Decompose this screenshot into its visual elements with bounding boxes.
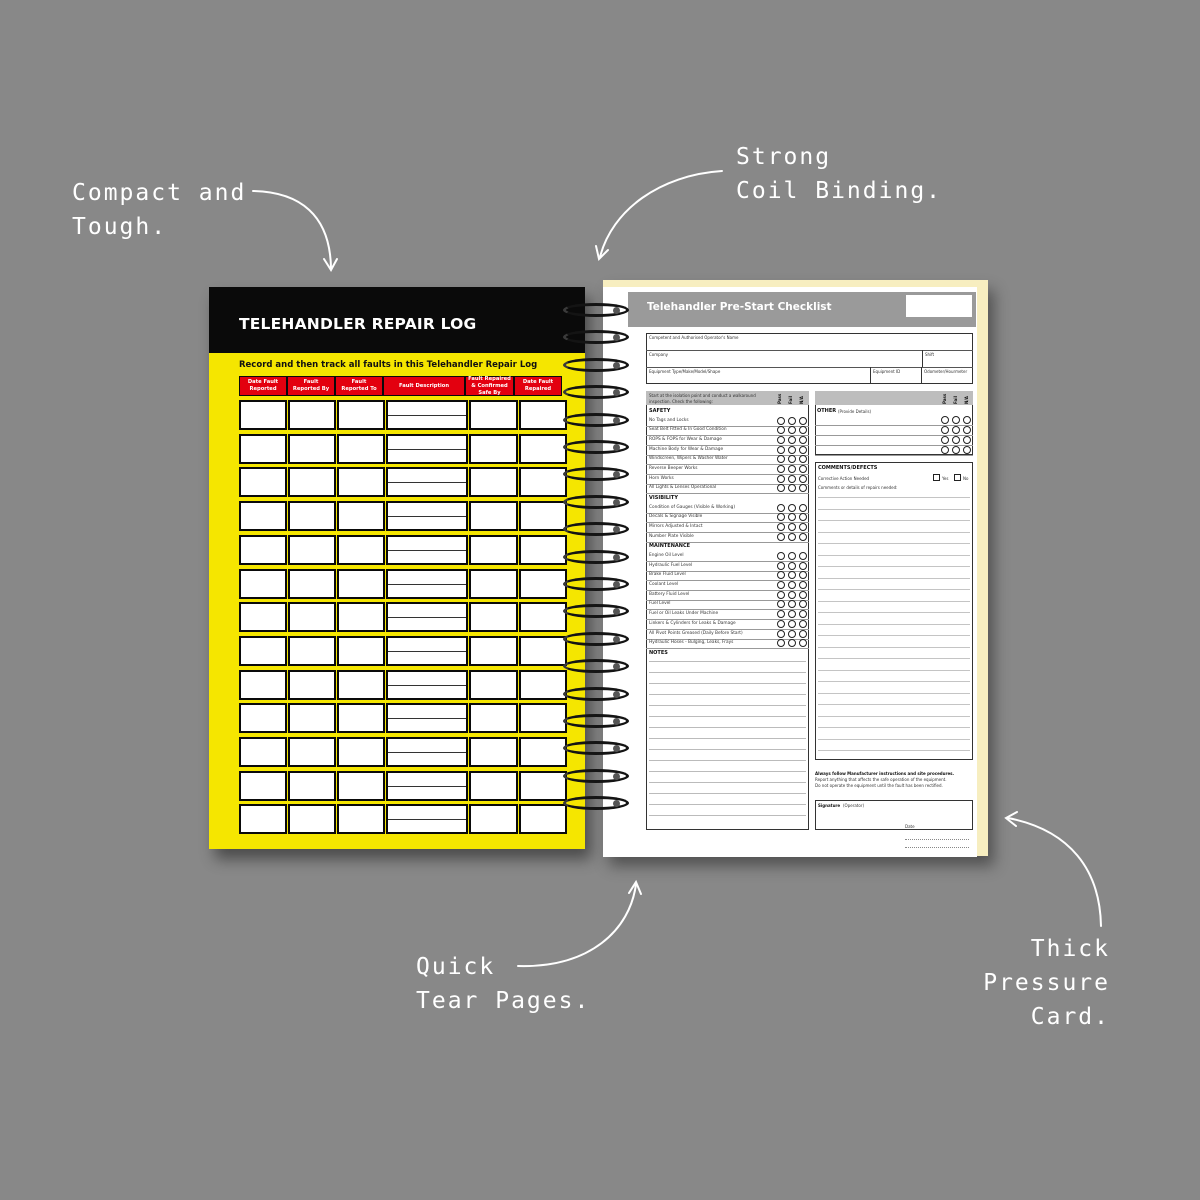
table-cell[interactable] <box>288 434 336 464</box>
checklist-header <box>628 292 976 327</box>
table-row <box>239 670 568 700</box>
check-radio[interactable] <box>799 552 807 560</box>
notes-heading: NOTES <box>649 649 668 656</box>
fail-col-head: Fail <box>953 396 958 404</box>
other-radio[interactable] <box>963 416 971 424</box>
table-cell[interactable] <box>386 670 468 700</box>
callout-line: Tear Pages. <box>416 988 591 1014</box>
callout-compact <box>72 176 246 244</box>
table-cell[interactable] <box>469 703 518 733</box>
table-cell[interactable] <box>337 804 385 834</box>
table-row <box>239 535 568 565</box>
check-radio[interactable] <box>799 533 807 541</box>
table-cell[interactable] <box>239 602 287 632</box>
check-radio[interactable] <box>799 436 807 444</box>
check-item-label: Battery Fluid Level <box>649 591 690 597</box>
repair-log-header <box>209 287 585 353</box>
check-radio[interactable] <box>799 475 807 483</box>
repair-log-column-headers <box>239 376 562 396</box>
other-radio[interactable] <box>952 426 960 434</box>
check-radio[interactable] <box>788 552 796 560</box>
check-item-label: Number Plate Visible <box>649 533 694 539</box>
check-radio[interactable] <box>777 475 785 483</box>
table-cell[interactable] <box>386 737 468 767</box>
check-radio[interactable] <box>788 620 796 628</box>
footer-line: Report anything that affects the safe operation of the equipment. <box>815 777 947 782</box>
check-radio[interactable] <box>777 591 785 599</box>
other-hint: (Provide Details) <box>838 409 872 414</box>
table-cell[interactable] <box>386 602 468 632</box>
check-radio[interactable] <box>799 465 807 473</box>
table-row <box>239 703 568 733</box>
check-radio[interactable] <box>788 436 796 444</box>
table-cell[interactable] <box>386 636 468 666</box>
table-cell[interactable] <box>519 501 567 531</box>
check-item-label: Engine Oil Level <box>649 552 684 558</box>
column-header: Fault Description <box>383 376 465 396</box>
punch-hole <box>613 718 620 725</box>
table-cell[interactable] <box>519 535 567 565</box>
table-row <box>239 501 568 531</box>
check-radio[interactable] <box>777 436 785 444</box>
check-item-label: Seat Belt Fitted & In Good Condition <box>649 427 727 433</box>
punch-hole <box>613 362 620 369</box>
equipment-field[interactable]: Equipment Type/Make/Model/Shape <box>649 369 721 374</box>
repair-log-cover <box>209 287 585 849</box>
table-cell[interactable] <box>386 569 468 599</box>
check-radio[interactable] <box>777 465 785 473</box>
table-row <box>239 400 568 430</box>
other-radio[interactable] <box>963 426 971 434</box>
odometer-field[interactable]: Odometer/Hourmeter <box>924 369 968 374</box>
section-heading: VISIBILITY <box>649 495 678 502</box>
table-cell[interactable] <box>239 400 287 430</box>
info-fields <box>646 333 973 384</box>
check-radio[interactable] <box>799 591 807 599</box>
table-cell[interactable] <box>239 501 287 531</box>
checklist-page <box>603 287 977 857</box>
callout-line: Coil Binding. <box>736 178 943 204</box>
table-row <box>239 636 568 666</box>
table-cell[interactable] <box>288 737 336 767</box>
check-radio[interactable] <box>777 581 785 589</box>
callout-line: Quick <box>416 954 496 980</box>
punch-hole <box>613 581 620 588</box>
comments-label: COMMENTS/DEFECTS <box>818 465 878 471</box>
punch-hole <box>613 417 620 424</box>
table-cell[interactable] <box>469 569 518 599</box>
check-radio[interactable] <box>777 523 785 531</box>
table-cell[interactable] <box>469 737 518 767</box>
check-item-label: Windscreen, Wipers & Washer Water <box>649 456 728 462</box>
check-item-label: Coolant Level <box>649 582 679 587</box>
column-header: Date Fault Reported <box>239 376 287 396</box>
table-cell[interactable] <box>288 771 336 801</box>
check-item-label: Horn Works <box>649 475 674 481</box>
check-radio[interactable] <box>788 475 796 483</box>
check-item-label: All Pivot Points Greased (Daily Before Start) <box>649 630 743 636</box>
arrow-card <box>1008 818 1101 926</box>
table-cell[interactable] <box>386 535 468 565</box>
table-cell[interactable] <box>337 467 385 497</box>
column-header: Fault Repaired & Confirmed Safe By <box>465 376 514 396</box>
check-radio[interactable] <box>777 446 785 454</box>
table-cell[interactable] <box>239 737 287 767</box>
callout-coil <box>736 140 942 208</box>
table-cell[interactable] <box>337 636 385 666</box>
table-cell[interactable] <box>337 400 385 430</box>
table-row <box>239 804 568 834</box>
punch-hole <box>613 499 620 506</box>
table-cell[interactable] <box>337 771 385 801</box>
table-cell[interactable] <box>239 569 287 599</box>
table-cell[interactable] <box>386 467 468 497</box>
callout-line: Compact and <box>72 180 247 206</box>
checklist-id-box <box>906 295 972 317</box>
other-radio[interactable] <box>952 446 960 454</box>
table-cell[interactable] <box>519 636 567 666</box>
check-item-label: Fuel Level <box>649 601 671 607</box>
no-label: No <box>963 476 969 481</box>
other-radio[interactable] <box>963 446 971 454</box>
punch-hole <box>613 554 620 561</box>
footer-line: Do not operate the equipment until the fault has been rectified. <box>815 783 943 788</box>
check-radio[interactable] <box>788 446 796 454</box>
table-cell[interactable] <box>288 400 336 430</box>
footer-bold: Always follow Manufacturer instructions and site procedures. <box>815 771 955 776</box>
check-radio[interactable] <box>777 552 785 560</box>
check-radio[interactable] <box>799 630 807 638</box>
check-radio[interactable] <box>788 465 796 473</box>
table-cell[interactable] <box>386 400 468 430</box>
table-cell[interactable] <box>386 434 468 464</box>
check-radio[interactable] <box>799 620 807 628</box>
check-radio[interactable] <box>777 630 785 638</box>
yes-checkbox[interactable] <box>933 474 940 481</box>
table-cell[interactable] <box>519 703 567 733</box>
table-cell[interactable] <box>519 434 567 464</box>
check-item-label: Hydraulic Hoses - Bulging, Leaks, Frays <box>649 640 734 646</box>
check-item-label: Mirrors Adjusted & Intact <box>649 524 703 529</box>
checklist-title: Telehandler Pre-Start Checklist <box>647 301 832 313</box>
check-item-label: Decals & Signage Visible <box>649 514 703 520</box>
table-cell[interactable] <box>519 400 567 430</box>
table-cell[interactable] <box>469 636 518 666</box>
repair-log-subtitle: Record and then track all faults in this Telehandler Repair Log <box>239 360 538 370</box>
table-row <box>239 771 568 801</box>
table-cell[interactable] <box>288 535 336 565</box>
corrective-label: Corrective Action Needed <box>818 476 870 481</box>
table-cell[interactable] <box>386 703 468 733</box>
check-item-label: ROPS & FOPS for Wear & Damage <box>649 436 722 442</box>
other-radio[interactable] <box>941 416 949 424</box>
callout-card <box>918 932 1110 1034</box>
table-cell[interactable] <box>337 434 385 464</box>
check-radio[interactable] <box>777 562 785 570</box>
details-label: Comments or details of repairs needed: <box>818 485 898 490</box>
table-cell[interactable] <box>337 535 385 565</box>
check-radio[interactable] <box>788 533 796 541</box>
na-col-head: N/A <box>799 396 804 404</box>
other-radio[interactable] <box>952 436 960 444</box>
check-radio[interactable] <box>788 523 796 531</box>
operator-field[interactable]: Competent and Authorised Operator's Name <box>649 335 739 340</box>
check-radio[interactable] <box>799 581 807 589</box>
check-radio[interactable] <box>788 562 796 570</box>
check-item-label: Hydraulic Fuel Level <box>649 562 693 568</box>
equipment-id-field[interactable]: Equipment ID <box>873 369 901 374</box>
table-cell[interactable] <box>469 602 518 632</box>
check-radio[interactable] <box>777 417 785 425</box>
check-radio[interactable] <box>799 523 807 531</box>
table-cell[interactable] <box>469 434 518 464</box>
table-cell[interactable] <box>288 467 336 497</box>
checks-intro: inspection. Check the following: <box>649 399 713 404</box>
arrow-compact <box>253 191 331 268</box>
table-cell[interactable] <box>239 804 287 834</box>
punch-hole <box>613 691 620 698</box>
table-cell[interactable] <box>288 804 336 834</box>
table-cell[interactable] <box>288 602 336 632</box>
table-cell[interactable] <box>288 670 336 700</box>
other-radio[interactable] <box>941 426 949 434</box>
check-radio[interactable] <box>788 417 796 425</box>
table-cell[interactable] <box>386 501 468 531</box>
table-cell[interactable] <box>519 602 567 632</box>
table-cell[interactable] <box>519 737 567 767</box>
check-radio[interactable] <box>788 591 796 599</box>
other-radio[interactable] <box>941 436 949 444</box>
table-cell[interactable] <box>239 771 287 801</box>
no-checkbox[interactable] <box>954 474 961 481</box>
check-radio[interactable] <box>777 620 785 628</box>
table-cell[interactable] <box>469 670 518 700</box>
callout-line: Thick Pressure <box>983 936 1110 996</box>
callout-line: Card. <box>1030 1004 1110 1030</box>
table-cell[interactable] <box>519 670 567 700</box>
table-cell[interactable] <box>469 804 518 834</box>
check-radio[interactable] <box>777 504 785 512</box>
table-cell[interactable] <box>469 501 518 531</box>
check-radio[interactable] <box>799 562 807 570</box>
table-row <box>239 434 568 464</box>
check-item-label: All Lights & Lenses Operational <box>649 485 717 491</box>
yes-label: Yes <box>942 476 949 481</box>
check-radio[interactable] <box>777 533 785 541</box>
pass-col-head: Pass <box>777 393 782 404</box>
check-radio[interactable] <box>788 504 796 512</box>
check-item-label: Condition of Gauges (Visible & Working) <box>649 504 736 510</box>
check-item-label: Brake Fluid Level <box>649 572 686 578</box>
punch-hole <box>613 773 620 780</box>
column-header: Fault Reported By <box>287 376 335 396</box>
table-cell[interactable] <box>469 400 518 430</box>
table-cell[interactable] <box>519 771 567 801</box>
table-row <box>239 569 568 599</box>
other-radio[interactable] <box>952 416 960 424</box>
punch-hole <box>613 444 620 451</box>
table-cell[interactable] <box>239 703 287 733</box>
table-cell[interactable] <box>239 535 287 565</box>
check-item-label: No Tags and Locks <box>649 417 689 423</box>
signature-hint: (Operator) <box>843 803 865 808</box>
arrow-coil <box>600 171 722 257</box>
check-radio[interactable] <box>799 446 807 454</box>
table-cell[interactable] <box>469 535 518 565</box>
table-cell[interactable] <box>288 569 336 599</box>
check-radio[interactable] <box>799 417 807 425</box>
table-cell[interactable] <box>337 703 385 733</box>
section-heading: SAFETY <box>649 408 671 414</box>
other-radio[interactable] <box>963 436 971 444</box>
table-cell[interactable] <box>239 636 287 666</box>
table-row <box>239 467 568 497</box>
column-header: Fault Reported To <box>335 376 383 396</box>
table-cell[interactable] <box>337 737 385 767</box>
table-cell[interactable] <box>337 670 385 700</box>
fail-col-head: Fail <box>788 396 793 404</box>
table-cell[interactable] <box>337 569 385 599</box>
punch-hole <box>613 636 620 643</box>
table-cell[interactable] <box>239 670 287 700</box>
table-cell[interactable] <box>288 501 336 531</box>
table-cell[interactable] <box>337 501 385 531</box>
callout-tear <box>416 950 590 1018</box>
table-cell[interactable] <box>386 804 468 834</box>
shift-field[interactable]: Shift <box>925 352 935 357</box>
callout-line: Strong <box>736 144 832 170</box>
table-row <box>239 737 568 767</box>
other-radio[interactable] <box>941 446 949 454</box>
check-radio[interactable] <box>788 581 796 589</box>
other-label: OTHER <box>817 408 837 414</box>
punch-hole <box>613 307 620 314</box>
signature-label: Signature <box>818 803 841 808</box>
section-heading: MAINTENANCE <box>649 543 691 550</box>
table-row <box>239 602 568 632</box>
table-cell[interactable] <box>386 771 468 801</box>
table-cell[interactable] <box>288 703 336 733</box>
table-cell[interactable] <box>469 467 518 497</box>
table-cell[interactable] <box>519 467 567 497</box>
date-label: Date <box>905 824 915 829</box>
na-col-head: N/A <box>964 396 969 404</box>
check-item-label: Reverse Beeper Works <box>649 466 698 471</box>
repair-log-title: TELEHANDLER REPAIR LOG <box>239 315 477 333</box>
column-header: Date Fault Repaired <box>514 376 562 396</box>
check-item-label: Linkers & Cylinders for Leaks & Damage <box>649 620 736 626</box>
check-item-label: Machine Body for Wear & Damage <box>649 446 724 452</box>
checks-intro: Start at the isolation point and conduct a walkaround <box>649 393 756 398</box>
table-cell[interactable] <box>288 636 336 666</box>
company-field[interactable]: Company <box>649 352 669 357</box>
pass-col-head: Pass <box>942 393 947 404</box>
table-cell[interactable] <box>239 467 287 497</box>
table-cell[interactable] <box>519 804 567 834</box>
check-item-label: Fuel or Oil Leaks Under Machine <box>649 611 719 617</box>
table-cell[interactable] <box>337 602 385 632</box>
table-cell[interactable] <box>469 771 518 801</box>
table-cell[interactable] <box>239 434 287 464</box>
callout-line: Tough. <box>72 214 168 240</box>
check-radio[interactable] <box>799 504 807 512</box>
table-cell[interactable] <box>519 569 567 599</box>
check-radio[interactable] <box>788 630 796 638</box>
